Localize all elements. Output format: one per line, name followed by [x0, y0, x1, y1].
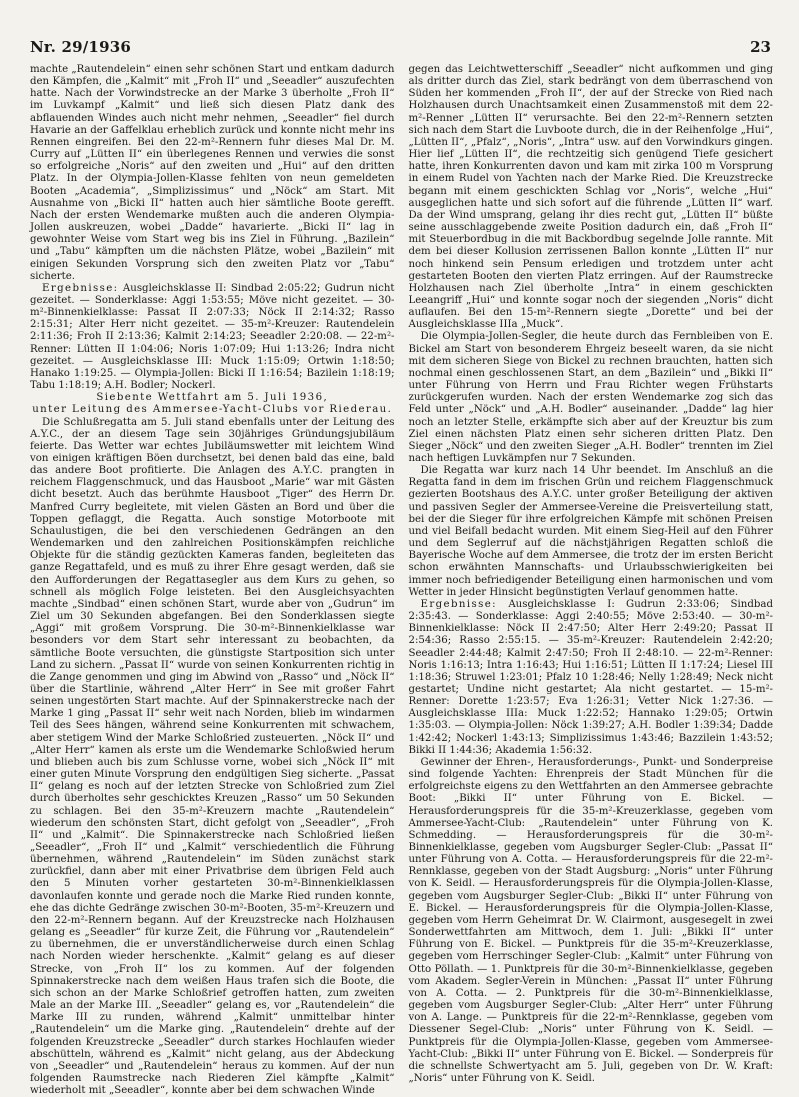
page-header — [30, 38, 771, 60]
results-text: Ausgleichsklasse II: Sindbad 2:05:22; Gudrun nicht gezeitet. — Sonderklasse: Aggi 1:53:55; Möve nicht gezeitet. — 30-m²-Binnenkielklasse: Passat II 2:07:33; Nöck II 2:14:32; Rasso 2:15:31; Alter Herr nicht gezeitet. — 35-m²-Kreuzer: Rautendelein 2:11:36; Froh II 2:13:36; Kalmit 2:14:23; Seeadler 2:20:08. — 22-m²-Renner: Lütten II 1:04:06; Noris 1:07:09; Hui 1:13:26; Indra nicht gezeitet. — Ausgleichsklasse III: Muck 1:15:09; Ortwin 1:18:50; Hanako 1:19:25. — Olympia-Jollen: Bicki II 1:16:54; Bazilein 1:18:19; Tabu 1:18:19; A.H. Bodler; Nockerl. — [30, 282, 395, 392]
results-label: Ergebnisse: — [42, 282, 119, 294]
section-subheading: unter Leitung des Ammersee-Yacht-Clubs vor Riederau. — [32, 404, 393, 416]
paragraph: machte „Rautendelein“ einen sehr schönen Start und entkam dadurch den Kämpfen, die „Kalmit“ mit „Froh II“ und „Seeadler“ auszufechten hatte. Nach der Vorwindstrecke an der Marke 3 überholte „Froh II“ im Luvkampf „Kalmit“ und ließ sich diesen Platz dank des abflauenden Windes auch nicht mehr nehmen, „Seeadler“ fiel durch Havarie an der Gaffelklau erheblich zurück und konnte nicht mehr ins Rennen eingreifen. Bei den 22-m²-Rennern fuhr dieses Mal Dr. M. Curry auf „Lütten II“ ein überlegenes Rennen und verwies die sonst so erfolgreiche „Noris“ auf den zweiten und „Hui“ auf den dritten Platz. In der Olympia-Jollen-Klasse fehlten von neun gemeldeten Booten „Academia“, „Simplizissimus“ und „Nöck“ am Start. Mit Ausnahme von „Bicki II“ hatten auch hier sämtliche Boote gerefft. Nach der ersten Wendemarke mußten auch die anderen Olympia-Jollen auskreuzen, wobei „Dadde“ havarierte. „Bicki II“ lag in gewohnter Weise vom Start weg bis ins Ziel in Führung. „Bazilein“ und „Tabu“ kämpften um die nächsten Plätze, wobei „Bazilein“ mit einigen Sekunden Vorsprung sich den zweiten Platz vor „Tabu“ sicherte. — [30, 64, 395, 282]
results-paragraph — [409, 599, 774, 757]
section-heading: Siebente Wettfahrt am 5. Juli 1936, — [96, 392, 329, 404]
results-paragraph — [30, 283, 395, 392]
article-columns — [30, 64, 773, 1097]
results-label: Ergebnisse: — [420, 598, 498, 610]
results-text: Ausgleichsklasse I: Gudrun 2:33:06; Sindbad 2:35:43. — Sonderklasse: Aggi 2:40:55; Möve 2:53:40. — 30-m²-Binnenkielklasse: Nöck II 2:47:50; Alter Herr 2:49:20; Passat II 2:54:36; Rasso 2:55:15. — 35-m²-Kreuzer: Rautendelein 2:42:20; Seeadler 2:44:48; Kalmit 2:47:50; Froh II 2:48:10. — 22-m²-Renner: Noris 1:16:13; Intra 1:16:43; Hui 1:16:51; Lütten II 1:17:24; Liesel III 1:18:36; Struwel 1:23:01; Pfalz 10 1:28:46; Nelly 1:28:49; Neck nicht gestartet; Undine nicht gestartet; Ala nicht gestartet. — 15-m²-Renner: Dorette 1:23:57; Eva 1:26:31; Vetter Nick 1:27:36. — Ausgleichsklasse IIIa: Muck 1:22:52; Hannako 1:29:05; Ortwin 1:35:03. — Olympia-Jollen: Nöck 1:39:27; A.H. Bodler 1:39:34; Dadde 1:42:42; Nockerl 1:43:13; Simplizissimus 1:43:46; Bazzilein 1:43:52; Bikki II 1:44:36; Akademia 1:56:32. — [408, 598, 773, 756]
left-column — [30, 64, 395, 1097]
page-number: 23 — [750, 38, 771, 56]
issue-number: Nr. 29/1936 — [30, 38, 131, 56]
paragraph: Gewinner der Ehren-, Herausforderungs-, Punkt- und Sonderpreise sind folgende Yachten: Ehrenpreis der Stadt München für die erfolgreichste eigens zu den Wettfahrten an den Ammersee gebrachte Boot: „Bikki II“ unter Führung von E. Bickel. — Herausforderungspreis für die 35-m²-Kreuzerklasse, gegeben vom Ammersee-Yacht-Club: „Rautendelein“ unter Führung von K. Schmedding. — Herausforderungspreis für die 30-m²-Binnenkielklasse, gegeben vom Augsburger Segler-Club: „Passat II“ unter Führung von A. Cotta. — Herausforderungspreis für die 22-m²-Rennklasse, gegeben von der Stadt Augsburg: „Noris“ unter Führung von K. Seidl. — Herausforderungspreis für die Olympia-Jollen-Klasse, gegeben vom Augsburger Segler-Club: „Bikki II“ unter Führung von E. Bickel. — Herausforderungspreis für die Olympia-Jollen-Klasse, gegeben vom Herrn Geheimrat Dr. W. Clairmont, ausgesegelt in zwei Sonderwettfahrten am Mittwoch, dem 1. Juli: „Bikki II“ unter Führung von E. Bickel. — Punktpreis für die 35-m²-Kreuzerklasse, gegeben vom Herrschinger Segler-Club: „Kalmit“ unter Führung von Otto Pöllath. — 1. Punktpreis für die 30-m²-Binnenkielklasse, gegeben vom Akadem. Segler-Verein in München: „Passat II“ unter Führung von A. Cotta. — 2. Punktpreis für die 30-m²-Binnenkielklasse, gegeben vom Augsburger Segler-Club: „Alter Herr“ unter Führung von A. Lange. — Punktpreis für die 22-m²-Rennklasse, gegeben vom Diessener Segel-Club: „Noris“ unter Führung von K. Seidl. — Punktpreis für die Olympia-Jollen-Klasse, gegeben vom Ammersee-Yacht-Club: „Bikki II“ unter Führung von E. Bickel. — Sonderpreis für die schnellste Schwertyacht am 5. Juli, gegeben von Dr. W. Kraft: „Noris“ unter Führung von K. Seidl. — [408, 756, 773, 1084]
right-column — [409, 64, 774, 1086]
paragraph: Die Olympia-Jollen-Segler, die heute durch das Fernbleiben von E. Bickel am Start von besonderem Ehrgeiz beseelt waren, da sie nicht mit dem sicheren Siege von Bickel zu rechnen brauchten, hatten sich nochmal einen geschlossenen Start, an dem „Bazilein“ und „Bikki II“ unter Führung von Herrn und Frau Richter wegen Frühstarts zurückgerufen wurden. Nach der ersten Wendemarke zog sich das Feld unter „Nöck“ und „A.H. Bodler“ auseinander. „Dadde“ lag hier noch an letzter Stelle, erkämpfte sich aber auf der Kreuztur bis zum Ziel einen nächsten Platz einen sehr sicheren dritten Platz. Den Sieger „Nöck“ und den zweiten Sieger „A.H. Bodler“ trennten im Ziel nach heftigen Luvkämpfen nur 7 Sekunden. — [408, 331, 773, 464]
paragraph: Die Schlußregatta am 5. Juli stand ebenfalls unter der Leitung des A.Y.C., der an diesem Tage sein 30jähriges Gründungsjubiläum feierte. Das Wetter war echtes Jubiläumswetter mit leichtem Wind von einigen kräftigen Böen durchsetzt, bei denen bald das eine, bald das andere Boot profitierte. Die Anlagen des A.Y.C. prangten in reichem Flaggenschmuck, und das Hausboot „Marie“ war mit Gästen dicht besetzt. Auch das berühmte Hausboot „Tiger“ des Herrn Dr. Manfred Curry begleitete, mit vielen Gästen an Bord und über die Toppen geflaggt, die Regatta. Auch sonstige Motorboote mit Schaulustigen, die bei den verschiedenen Gedrängen an den Wendemarken und den zahlreichen Positionskämpfen reichliche Objekte für die ständig gezückten Kameras fanden, begleiteten das ganze Regattafeld, und es muß zu ihrer Ehre gesagt werden, daß sie den Aufforderungen der Regattasegler aus dem Kurs zu gehen, so schnell als möglich Folge leisteten. Bei den Ausgleichsyachten machte „Sindbad“ einen schönen Start, wurde aber von „Gudrun“ im Ziel um 30 Sekunden abgefangen. Bei den Sonderklassen siegte „Aggi“ mit großem Vorsprung. Die 30-m²-Binnenkielklasse war besonders vor dem Start sehr interessant zu beobachten, da sämtliche Boote versuchten, die günstigste Startposition sich unter Land zu sichern. „Passat II“ wurde von seinen Konkurrenten richtig in die Zange genommen und ging im Abwind von „Rasso“ und „Nöck II“ über die Startlinie, während „Alter Herr“ in See mit großer Fahrt seinen ungestörten Start machte. Auf der Spinnakerstrecke nach der Marke 1 ging „Passat II“ sehr weit nach Norden, blieb im windarmen Teil des Sees hängen, während seine Konkurrenten mit schwachem, aber stetigem Wind der Marke Schloßried zusteuerten. „Nöck II“ und „Alter Herr“ kamen als erste um die Wendemarke Schloßwied herum und blieben auch bis zum Schlusse vorne, wobei sich „Nöck II“ mit einer guten Minute Vorsprung den endgültigen Sieg sicherte. „Passat II“ gelang es noch auf der letzten Strecke von Schloßried zum Ziel durch überholtes sehr geschicktes Kreuzen „Rasso“ um 50 Sekunden zu schlagen. Bei den 35-m²-Kreuzern machte „Rautendelein“ wiederum den schönsten Start, dicht gefolgt von „Seeadler“, „Froh II“ und „Kalmit“. Die Spinnakerstrecke nach Schloßried ließen „Seeadler“, „Froh II“ und „Kalmit“ verschiedentlich die Führung übernehmen, während „Rautendelein“ im Süden zunächst stark zurückfiel, dann aber mit einer Privatbrise dem übrigen Feld auch den 5 Minuten vorher gestarteten 30-m²-Binnenkielklassen davonlaufen konnte und gerade noch die Marke Ried runden konnte, ehe das dichte Gedränge zwischen 30-m²-Booten, 35-m²-Kreuzern und den 22-m²-Rennern begann. Auf der Kreuzstrecke nach Holzhausen gelang es „Seeadler“ für kurze Zeit, die Führung vor „Rautendelein“ zu übernehmen, die er unverständlicherweise durch einen Schlag nach Norden wieder herschenkte. „Kalmit“ gelang es auf dieser Strecke, von „Froh II“ los zu kommen. Auf der folgenden Spinnakerstrecke nach dem weißen Haus trafen sich die Boote, die sich schon an der Marke Schloßrief getroffen hatten, zum zweiten Male an der Marke III. „Seeadler“ gelang es, vor „Rautendelein“ die Marke III zu runden, während „Kalmit“ unmittelbar hinter „Rautendelein“ um die Marke ging. „Rautendelein“ drehte auf der folgenden Kreuzstrecke „Seeadler“ durch starkes Hochlaufen wieder abschütteln, während es „Kalmit“ nicht gelang, aus der Abdeckung von „Seeadler“ und „Rautendelein“ heraus zu kommen. Auf der nun folgenden Raumstrecke nach Riederen Ziel kämpfte „Kalmit“ wiederholt mit „Seeadler“, konnte aber bei dem schwachen Winde — [30, 416, 395, 1097]
paragraph: Die Regatta war kurz nach 14 Uhr beendet. Im Anschluß an die Regatta fand in dem im frischen Grün und reichem Flaggenschmuck gezierten Bootshaus des A.Y.C. unter großer Beteiligung der aktiven und passiven Segler der Ammersee-Vereine die Preisverteilung statt, bei der die Sieger für ihre erfolgreichen Kämpfe mit schönen Preisen und viel Beifall bedacht wurden. Mit einem Sieg-Heil auf den Führer und dem Seglerruf auf die nächstjährigen Regatten schloß die Bayerische Woche auf dem Ammersee, die trotz der im ersten Bericht schon erwähnten Mannschafts- und Urlaubsschwierigkeiten bei immer noch befriedigender Beteiligung einen harmonischen und vom Wetter in jeder Hinsicht begünstigten Verlauf genommen hatte. — [408, 465, 773, 598]
paragraph: gegen das Leichtwetterschiff „Seeadler“ nicht aufkommen und ging als dritter durch das Ziel, stark bedrängt von dem überraschend von Süden her kommenden „Froh II“, der auf der Strecke von Ried nach Holzhausen durch Unachtsamkeit einen Zusammenstoß mit dem 22-m²-Renner „Lütten II“ verursachte. Bei den 22-m²-Rennern setzten sich nach dem Start die Luvboote durch, die in der Reihenfolge „Hui“, „Lütten II“, „Pfalz“, „Noris“, „Intra“ usw. auf den Vorwindkurs gingen. Hier lief „Lütten II“, die rechtzeitig sich genügend Tiefe gesichert hatte, ihren Konkurrenten davon und kam mit zirka 100 m Vorsprung in einem Rudel von Yachten nach der Marke Ried. Die Kreuzstrecke begann mit einem geschickten Schlag vor „Noris“, welche „Hui“ ausgeglichen hatte und sich sofort auf die führende „Lütten II“ warf. Da der Wind umsprang, gelang ihr dies recht gut, „Lütten II“ büßte seine ausschlaggebende zweite Position dadurch ein, daß „Froh II“ mit Steuerbordbug in die mit Backbordbug segelnde Jolle rannte. Mit dem bei dieser Kollusion zerrissenen Ballon konnte „Lütten II“ nur noch hinkend sein Pensum erledigen und trotzdem unter acht gestarteten Booten den vierten Platz erringen. Auf der Raumstrecke Holzhausen nach Ziel überholte „Intra“ in einem geschickten Leeangriff „Hui“ und konnte sogar noch der siegenden „Noris“ dicht auflaufen. Bei den 15-m²-Rennern siegte „Dorette“ und bei der Ausgleichsklasse IIIa „Muck“. — [408, 64, 773, 331]
